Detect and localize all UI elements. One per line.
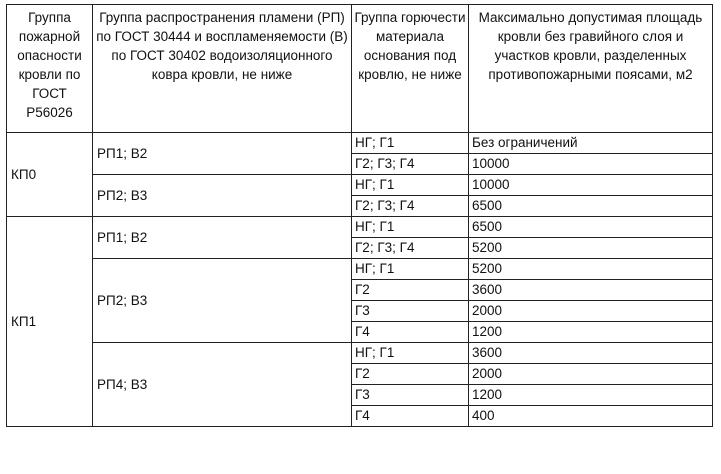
- area-cell: 2000: [469, 364, 713, 385]
- table-row: [7, 259, 713, 280]
- table-row: [7, 133, 713, 154]
- header-flame-spread-group: Группа распространения пламени (РП) по ГОСТ 30444 и воспламеняемости (В) по ГОСТ 30402 водоизоляционного ковра кровли, не ниже: [93, 5, 352, 133]
- area-cell: 400: [469, 406, 713, 427]
- base-cell: Г3: [352, 301, 469, 322]
- base-cell: Г4: [352, 406, 469, 427]
- area-cell: 10000: [469, 154, 713, 175]
- area-cell: 1200: [469, 385, 713, 406]
- area-cell: 5200: [469, 238, 713, 259]
- base-cell: НГ; Г1: [352, 217, 469, 238]
- base-cell: Г2; Г3; Г4: [352, 154, 469, 175]
- table-row: [7, 217, 713, 238]
- area-cell: 1200: [469, 322, 713, 343]
- spread-cell: РП2; В3: [93, 259, 352, 343]
- base-cell: Г2; Г3; Г4: [352, 238, 469, 259]
- header-max-roof-area: Максимально допустимая площадь кровли без гравийного слоя и участков кровли, разделенных противопожарными поясами, м2: [469, 5, 713, 133]
- header-base-combustibility-group: Группа горючести материала основания под кровлю, не ниже: [352, 5, 469, 133]
- area-cell: 6500: [469, 217, 713, 238]
- base-cell: Г2; Г3; Г4: [352, 196, 469, 217]
- area-cell: 3600: [469, 343, 713, 364]
- base-cell: Г4: [352, 322, 469, 343]
- header-fire-hazard-group: Группа пожарной опасности кровли по ГОСТ Р56026: [7, 5, 93, 133]
- area-cell: Без ограничений: [469, 133, 713, 154]
- cropped-next-line: [6, 468, 712, 474]
- spread-cell: РП2; В3: [93, 175, 352, 217]
- spread-cell: РП1; В2: [93, 133, 352, 175]
- base-cell: НГ; Г1: [352, 175, 469, 196]
- table-row: [7, 175, 713, 196]
- class-kp0-cell: КП0: [7, 133, 93, 217]
- area-cell: 5200: [469, 259, 713, 280]
- base-cell: Г2: [352, 364, 469, 385]
- area-cell: 2000: [469, 301, 713, 322]
- class-kp1-cell: КП1: [7, 217, 93, 427]
- base-cell: Г3: [352, 385, 469, 406]
- table-row: [7, 343, 713, 364]
- fire-safety-roof-table: [6, 4, 713, 427]
- header-row: [7, 5, 713, 133]
- base-cell: НГ; Г1: [352, 343, 469, 364]
- spread-cell: РП4; В3: [93, 343, 352, 427]
- base-cell: НГ; Г1: [352, 259, 469, 280]
- area-cell: 3600: [469, 280, 713, 301]
- spread-cell: РП1; В2: [93, 217, 352, 259]
- area-cell: 6500: [469, 196, 713, 217]
- base-cell: Г2: [352, 280, 469, 301]
- area-cell: 10000: [469, 175, 713, 196]
- base-cell: НГ; Г1: [352, 133, 469, 154]
